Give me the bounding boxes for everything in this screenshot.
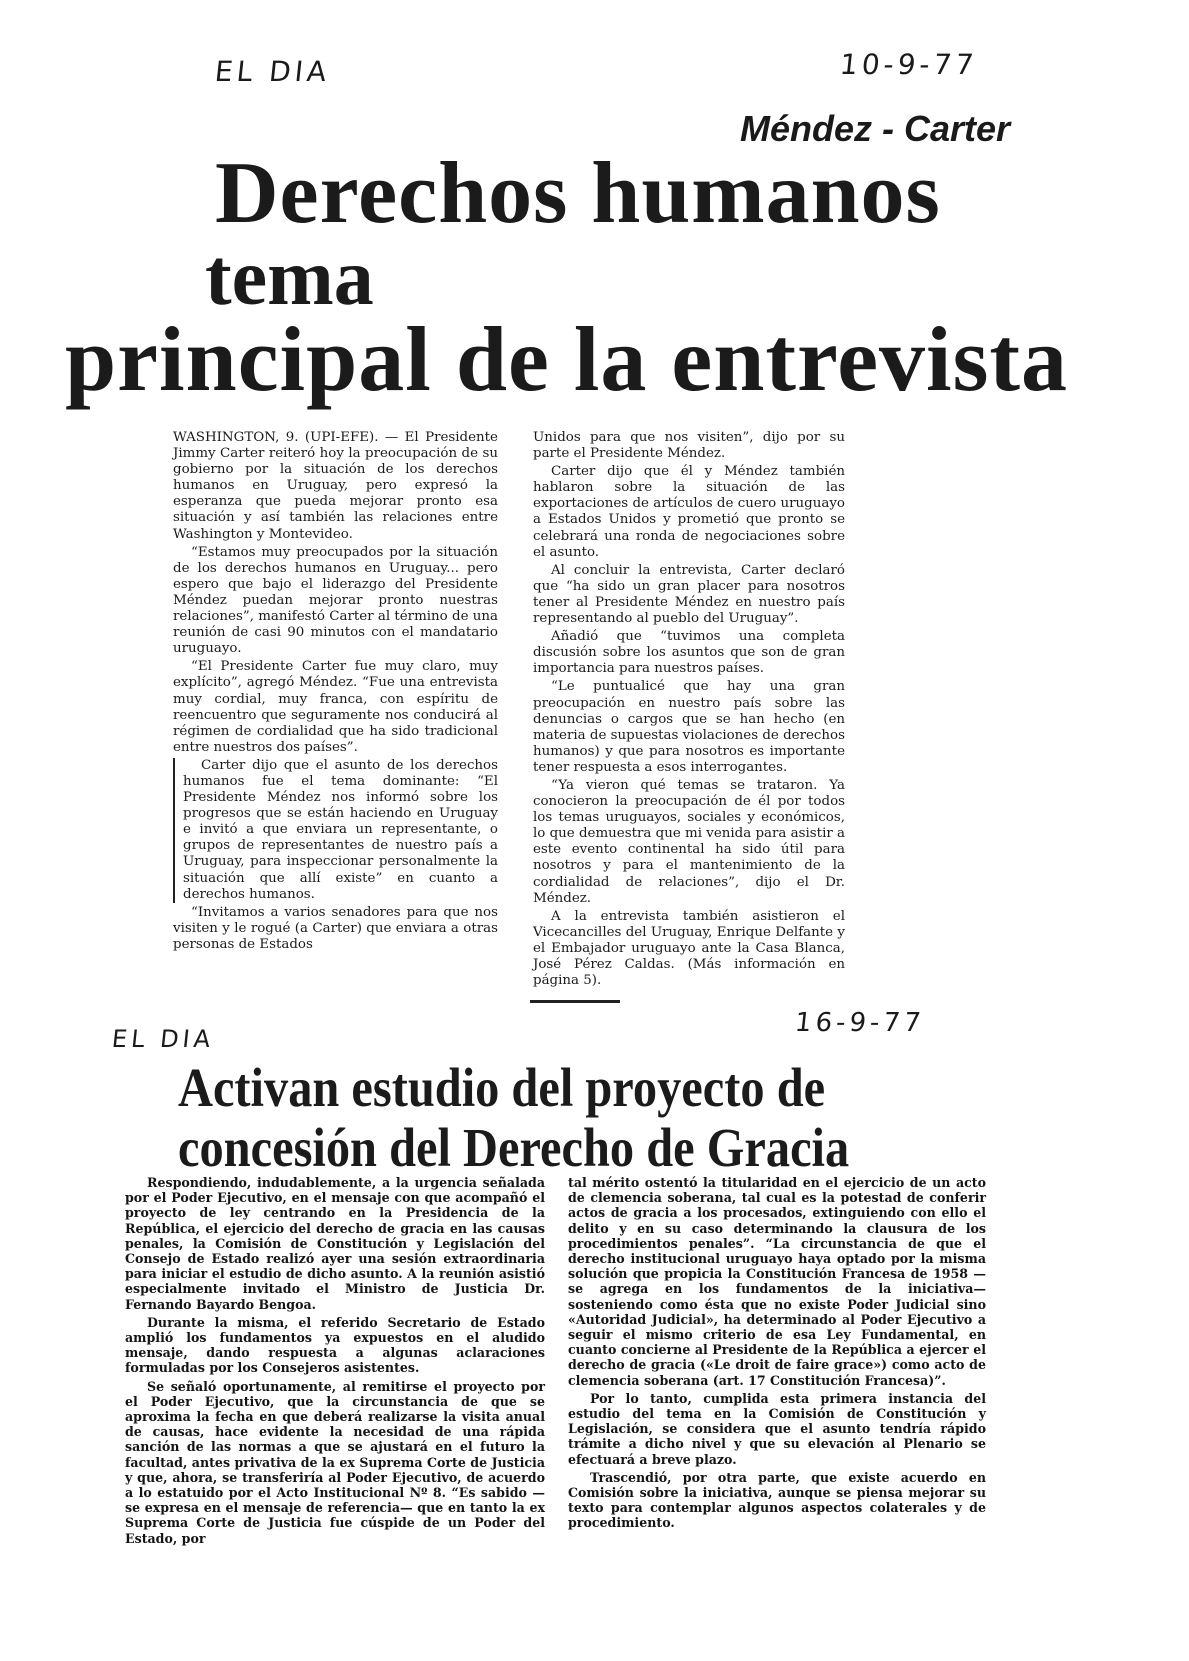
headline-line-3: principal de la entrevista <box>65 308 1069 410</box>
paragraph: Trascendió, por otra parte, que existe acuerdo en Comisión sobre la iniciativa, aunque se piensa mejorar su texto para contemplar algunos aspectos colaterales y de procedimiento. <box>568 1469 986 1531</box>
date-annotation: 16-9-77 <box>793 1008 927 1038</box>
source-annotation: EL DIA <box>213 55 332 88</box>
article-column-1 <box>125 1175 545 1549</box>
article-column-2 <box>568 1175 986 1534</box>
source-annotation: EL DIA <box>110 1025 216 1053</box>
paragraph: “Invitamos a varios senadores para que nos visiten y le rogué (a Carter) que enviara a otras personas de Estados <box>173 904 498 952</box>
article-column-1 <box>173 430 498 955</box>
paragraph: “El Presidente Carter fue muy claro, muy explícito”, agregó Méndez. “Fue una entrevista muy cordial, muy franca, con espíritu de reencuentro que seguramente nos conducirá al régimen de cordialidad que ha sido tradicional entre nuestros dos países”. <box>173 659 498 755</box>
date-annotation: 10-9-77 <box>838 48 980 81</box>
article-column-2 <box>533 430 845 991</box>
paragraph: “Le puntualicé que hay una gran preocupación en nuestro país sobre las denuncias o cargos que se han hecho (en materia de supuestas violaciones de derechos humanos) y que para nosotros es importante tener respuesta a esos interrogantes. <box>533 679 845 775</box>
clipping-2 <box>0 1008 1189 1661</box>
paragraph: Carter dijo que él y Méndez también hablaron sobre la situación de las exportaciones de artículos de cuero uruguayo a Estados Unidos y prometió que pronto se celebrará una ronda de negociaciones sobre el asunto. <box>533 464 845 560</box>
paragraph: Por lo tanto, cumplida esta primera instancia del estudio del tema en la Comisión de Constitución y Legislación, se considera que el asunto tendría rápido trámite a dicho nivel y que su elevación al Plenario se efectuará a breve plazo. <box>568 1390 986 1467</box>
paragraph: Unidos para que nos visiten”, dijo por su parte el Presidente Méndez. <box>533 430 845 462</box>
headline-line-2: tema <box>205 234 374 322</box>
paragraph: WASHINGTON, 9. (UPI-EFE). — El Presidente Jimmy Carter reiteró hoy la preocupación de su gobierno por la situación de los derechos humanos en Uruguay, pero expresó la esperanza que pueda mejorar pronto esa situación y así también las relaciones entre Washington y Montevideo. <box>173 430 498 542</box>
headline-line-1: Activan estudio del proyecto de <box>178 1057 826 1118</box>
boxed-paragraph: Carter dijo que el asunto de los derechos humanos fue el tema dominante: “El Presidente Méndez nos informó sobre los progresos que se están haciendo en Uruguay e invitó a que enviara un representante, o grupos de representantes de nuestro país a Uruguay, para inspeccionar personalmente la situación que allí existe” en cuanto a derechos humanos. <box>173 758 498 903</box>
headline-line-1: Derechos humanos <box>215 145 941 242</box>
paragraph: A la entrevista también asistieron el Vicecancilles del Uruguay, Enrique Delfante y el Embajador uruguayo ante la Casa Blanca, José Pérez Caldas. (Más información en página 5). <box>533 908 845 989</box>
end-rule <box>530 1000 620 1003</box>
paragraph: Al concluir la entrevista, Carter declaró que “ha sido un gran placer para nosotros tener al Presidente Méndez en nuestro país representando al pueblo del Uruguay”. <box>533 562 845 627</box>
paragraph: Añadió que “tuvimos una completa discusión sobre los asuntos que son de gran importancia para nuestros países. <box>533 629 845 677</box>
paragraph: “Ya vieron qué temas se trataron. Ya conocieron la preocupación de él por todos los temas uruguayos, sociales y económicos, lo que demuestra que mi venida para asistir a este evento continental ha sido útil para nosotros y para el mantenimiento de la cordialidad de relaciones”, dijo el Dr. Méndez. <box>533 777 845 906</box>
paragraph: tal mérito ostentó la titularidad en el ejercicio de un acto de clemencia soberana, tal cual es la potestad de conferir actos de gracia a los procesados, extinguiendo con ello el delito y en su caso determinando la clausura de los procedimientos penales”. “La circunstancia de que el derecho institucional uruguayo haya optado por la misma solución que propicia la Constitución Francesa de 1958 —se agrega en los fundamentos de la iniciativa— sosteniendo como ésta que no existe Poder Judicial sino «Autoridad Judicial», ha determinado al Poder Ejecutivo a seguir el mismo criterio de esa Ley Fundamental, en cuanto concierne al Presidente de la República a ejercer el derecho de gracia («Le droit de faire grace») como acto de clemencia soberana (art. 17 Constitución Francesa)”. <box>568 1175 986 1388</box>
kicker: Méndez - Carter <box>740 108 1011 149</box>
paragraph: Durante la misma, el referido Secretario de Estado amplió los fundamentos ya expuestos en el aludido mensaje, dando respuesta a algunas aclaraciones formuladas por los Consejeros asistentes. <box>125 1314 545 1376</box>
paragraph: “Estamos muy preocupados por la situación de los derechos humanos en Uruguay... pero espero que bajo el liderazgo del Presidente Méndez puedan mejorar pronto nuestras relaciones”, manifestó Carter al término de una reunión de casi 90 minutos con el mandatario uruguayo. <box>173 544 498 657</box>
headline-line-2: concesión del Derecho de Gracia <box>178 1117 850 1178</box>
paragraph: Se señaló oportunamente, al remitirse el proyecto por el Poder Ejecutivo, que la circunstancia de que se aproxima la fecha en que deberá realizarse la visita anual de causas, hace evidente la necesidad de una rápida sanción de las normas a que se ajustará en el futuro la facultad, antes privativa de la ex Suprema Corte de Justicia y que, ahora, se transferiría al Poder Ejecutivo, de acuerdo a lo estatuido por el Acto Institucional Nº 8. “Es sabido —se expresa en el mensaje de referencia— que en tanto la ex Suprema Corte de Justicia fue cúspide de un Poder del Estado, por <box>125 1378 545 1546</box>
paragraph: Respondiendo, indudablemente, a la urgencia señalada por el Poder Ejecutivo, en el mensaje con que acompañó el proyecto de ley centrando en la Presidencia de la República, el ejercicio del derecho de gracia en las causas penales, la Comisión de Constitución y Legislación del Consejo de Estado realizó ayer una sesión extraordinaria para iniciar el estudio de dicho asunto. A la reunión asistió especialmente invitado el Ministro de Justicia Dr. Fernando Bayardo Bengoa. <box>125 1175 545 1312</box>
